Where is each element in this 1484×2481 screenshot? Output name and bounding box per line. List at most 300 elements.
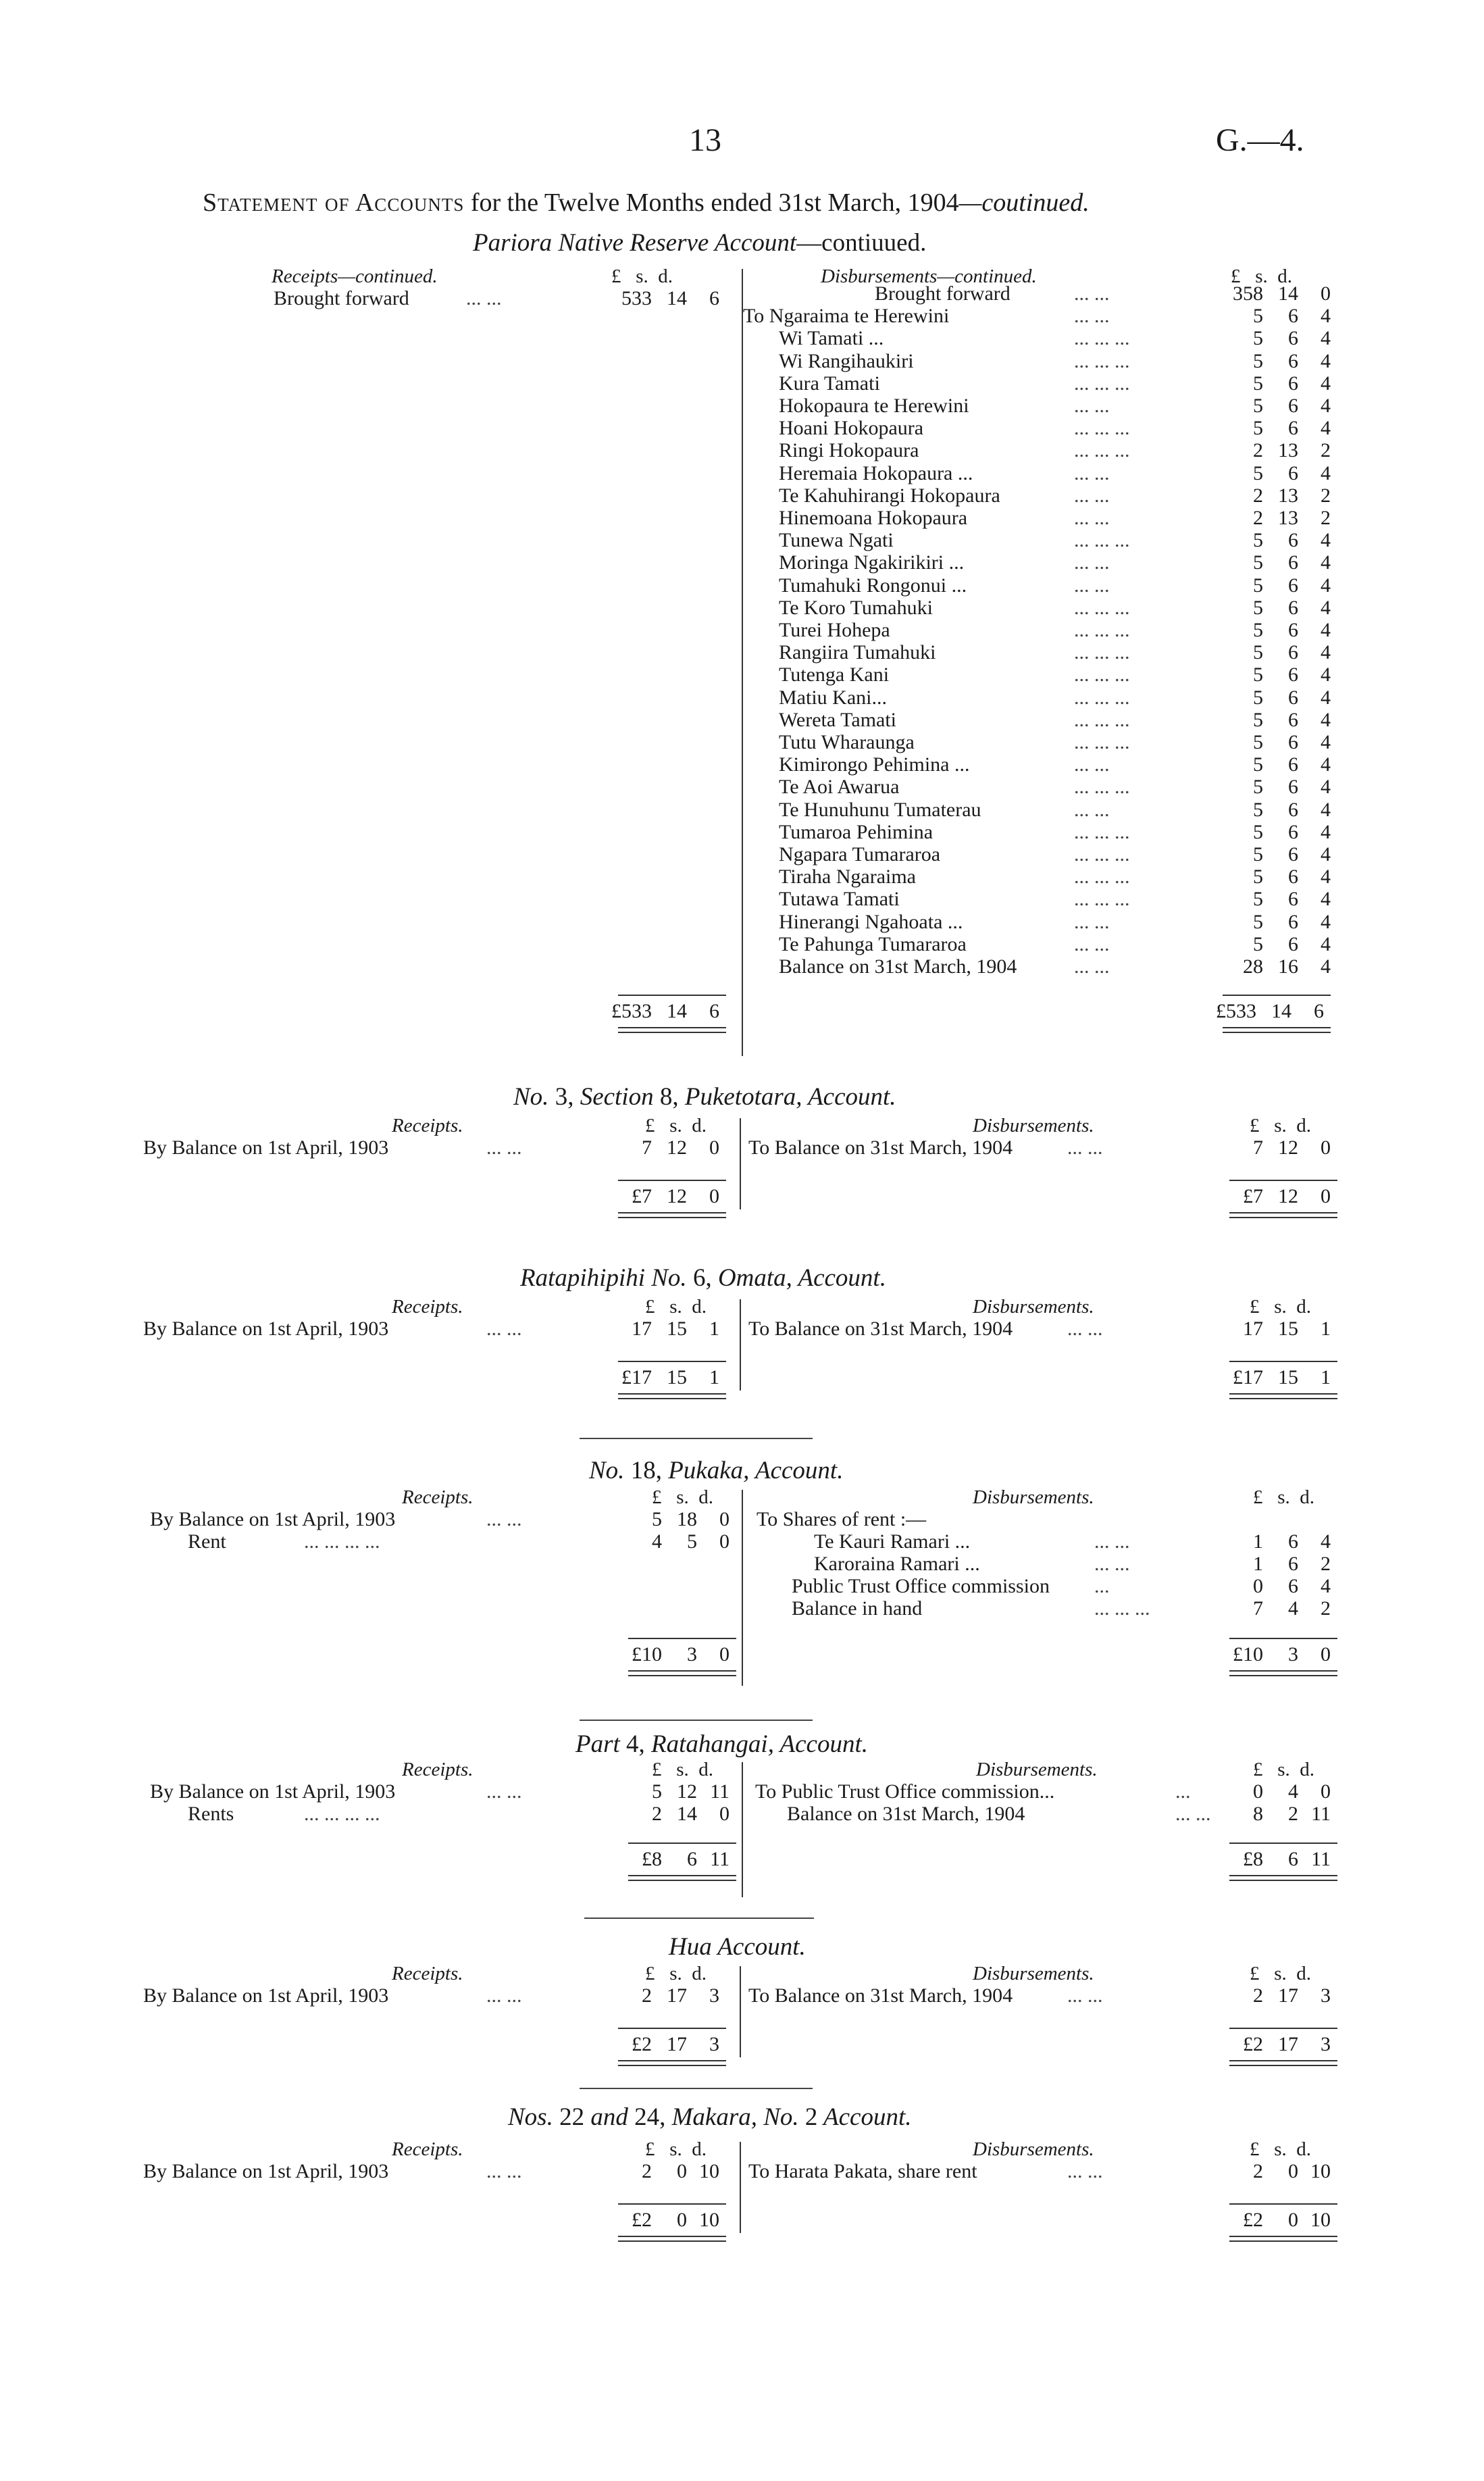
ratahangai-receipts-total-rule-top (628, 1843, 736, 1844)
pariora-disb-amount-s: 6 (1288, 888, 1298, 911)
pariora-disb-row-dots: ... ... ... (1074, 686, 1130, 709)
pariora-disb-row-dots: ... ... ... (1074, 372, 1130, 395)
pariora-receipts-total-s: 14 (667, 1000, 687, 1022)
pariora-disb-row-dots: ... ... (1074, 461, 1110, 484)
pariora-disb-amount-d: 4 (1321, 866, 1331, 888)
pukaka-receipts-total-d: 0 (719, 1643, 730, 1665)
makara-disb-total-rule-bottom (1229, 2236, 1337, 2242)
pariora-disb-amount-p: 2 (1253, 484, 1263, 507)
pariora-disb-amount (1223, 843, 1331, 866)
hua-disb-total-s: 17 (1278, 2033, 1298, 2055)
pukaka-disb-total-rule-bottom (1229, 1670, 1337, 1676)
pariora-disb-row-dots: ... ... ... (1074, 349, 1130, 372)
pariora-disb-amount (1223, 462, 1331, 485)
makara-disb-amount-p: 2 (1253, 2160, 1263, 2182)
pukaka-disb-amount (1223, 1530, 1331, 1553)
pukaka-receipt-amount-p: 4 (652, 1530, 662, 1553)
pukaka-disb-amount-s: 6 (1288, 1530, 1298, 1553)
pariora-disb-amount-s: 6 (1288, 327, 1298, 350)
ratahangai-disb-row-label: Balance on 31st March, 1904 (787, 1803, 1025, 1825)
pariora-disb-amount-p: 5 (1253, 417, 1263, 440)
pukaka-title: No. 18, Pukaka, Account. (589, 1457, 844, 1484)
pariora-disb-total-d: 6 (1314, 1000, 1324, 1022)
pariora-receipts-total-rule-top (618, 995, 726, 996)
puketotara-receipts-total-rule-top (618, 1180, 726, 1181)
ratahangai-receipts-total-d: 11 (710, 1848, 730, 1870)
pukaka-receipts-total-rule-bottom (628, 1670, 736, 1676)
pariora-disb-row-dots: ... ... ... (1074, 417, 1130, 440)
pukaka-receipt-amount-s: 5 (687, 1530, 697, 1553)
pariora-disb-amount-s: 6 (1288, 551, 1298, 574)
pariora-disb-row-dots: ... ... (1074, 574, 1110, 597)
hua-disb-label: To Balance on 31st March, 1904 (748, 1984, 1013, 2007)
puketotara-receipts-total-p: £7 (632, 1185, 652, 1207)
puketotara-receipt-amount-s: 12 (667, 1136, 687, 1159)
pukaka-receipt-amount-d: 0 (719, 1530, 730, 1553)
makara-disb-label: To Harata Pakata, share rent (748, 2160, 977, 2182)
pariora-disb-row-label: Tumaroa Pehimina (779, 820, 933, 843)
makara-receipts-total (611, 2209, 719, 2232)
ratapihipihi-disb-amount-p: 17 (1243, 1318, 1263, 1340)
pariora-title (473, 228, 926, 257)
pariora-disb-amount-p: 5 (1253, 327, 1263, 350)
pariora-disb-amount-s: 6 (1288, 596, 1298, 619)
ratahangai-disb-head: Disbursements. (976, 1759, 1098, 1780)
pariora-disb-amount (1223, 597, 1331, 620)
ratapihipihi-disb-head: Disbursements. (973, 1296, 1094, 1318)
hua-receipts-total-rule-top (618, 2028, 726, 2029)
puketotara-title: No. 3, Section 8, Puketotara, Account. (513, 1083, 896, 1111)
ratahangai-receipt-amount-s: 14 (677, 1803, 697, 1825)
ratahangai-disb-amount (1223, 1780, 1331, 1803)
puketotara-divider (740, 1118, 741, 1209)
hua-receipt-amount-s: 17 (667, 1984, 687, 2007)
pariora-disb-amount-d: 4 (1321, 395, 1331, 417)
puketotara-receipt-amount-p: 7 (642, 1136, 652, 1159)
pariora-disb-amount-d: 2 (1321, 439, 1331, 462)
pariora-disb-row-dots: ... ... (1074, 955, 1110, 978)
ratapihipihi-receipts-head: Receipts. (392, 1296, 463, 1318)
pariora-disb-amount (1223, 484, 1331, 507)
pariora-disb-row-label: Te Aoi Awarua (779, 776, 900, 799)
pariora-disb-amount (1223, 821, 1331, 844)
pukaka-disb-row-label: Te Kauri Ramari ... (814, 1530, 971, 1553)
pariora-disb-amount-p: 5 (1253, 932, 1263, 955)
pariora-disb-amount-p: 5 (1253, 753, 1263, 776)
pariora-disb-amount (1223, 888, 1331, 911)
pariora-disb-row-label: Wi Rangihaukiri (779, 349, 914, 372)
pariora-disb-amount-s: 13 (1278, 507, 1298, 529)
puketotara-receipts-head: Receipts. (392, 1115, 463, 1136)
makara-disb-dots: ... ... (1067, 2160, 1103, 2182)
ratahangai-disb-total-p: £8 (1243, 1848, 1263, 1870)
pariora-disb-amount-d: 4 (1321, 888, 1331, 911)
makara-receipt-label: By Balance on 1st April, 1903 (143, 2160, 389, 2182)
pukaka-receipts-total-p: £10 (632, 1643, 662, 1665)
pariora-disb-amount (1223, 350, 1331, 373)
pariora-receipt-dots: ... ... (466, 287, 502, 309)
hua-receipt-dots: ... ... (486, 1984, 522, 2007)
pariora-disb-row-label: Balance on 31st March, 1904 (779, 955, 1017, 978)
separator-rule (580, 2088, 813, 2089)
pukaka-disb-amount-s: 6 (1288, 1553, 1298, 1575)
pariora-disb-amount-p: 5 (1253, 574, 1263, 597)
pukaka-receipt-label: By Balance on 1st April, 1903 (150, 1508, 396, 1530)
pariora-receipts-total-rule-bottom (618, 1027, 726, 1033)
hua-disb-amount-p: 2 (1253, 1984, 1263, 2007)
ratahangai-disb-amount-s: 4 (1288, 1780, 1298, 1803)
pariora-disb-row-dots: ... ... (1074, 282, 1110, 305)
pariora-disb-amount-s: 6 (1288, 776, 1298, 799)
pariora-disb-amount-d: 4 (1321, 663, 1331, 686)
pukaka-disb-row-dots: ... ... ... (1094, 1597, 1150, 1620)
hua-title: Hua Account. (669, 1933, 806, 1961)
ratapihipihi-receipt-amount-p: 17 (632, 1318, 652, 1340)
pariora-disb-amount-d: 4 (1321, 932, 1331, 955)
pariora-disb-amount (1223, 641, 1331, 664)
ratahangai-receipt-amount (621, 1803, 730, 1826)
pariora-disb-amount-p: 5 (1253, 641, 1263, 664)
pariora-disb-row-label: Wi Tamati ... (779, 327, 884, 350)
pariora-disb-amount (1223, 911, 1331, 934)
pukaka-disb-amount-p: 0 (1253, 1575, 1263, 1597)
puketotara-receipt-amount (611, 1136, 719, 1159)
makara-disb-head: Disbursements. (973, 2138, 1094, 2160)
pukaka-disb-amount-s: 4 (1288, 1597, 1298, 1620)
pukaka-lsd-left: £ s. d. (652, 1486, 714, 1508)
pariora-disb-amount-d: 4 (1321, 417, 1331, 440)
hua-disb-head: Disbursements. (973, 1963, 1094, 1984)
pariora-disb-row-dots: ... ... (1074, 507, 1110, 529)
pukaka-disb-amount (1223, 1575, 1331, 1598)
pukaka-disb-head: Disbursements. (973, 1486, 1094, 1508)
pariora-disb-row-label: Ringi Hokopaura (779, 439, 919, 462)
ratahangai-receipt-amount-p: 2 (652, 1803, 662, 1825)
puketotara-receipts-total (611, 1185, 719, 1208)
puketotara-disb-total-p: £7 (1243, 1185, 1263, 1207)
ratahangai-disb-total-rule-bottom (1229, 1875, 1337, 1881)
statement-title (203, 188, 1283, 218)
pariora-divider (742, 269, 743, 1056)
pariora-disb-row-label: Te Koro Tumahuki (779, 596, 933, 619)
pariora-disb-row-label: Rangiira Tumahuki (779, 641, 936, 664)
makara-disb-total (1223, 2209, 1331, 2232)
pariora-disb-amount (1223, 663, 1331, 686)
pukaka-disb-amount-s: 6 (1288, 1575, 1298, 1597)
puketotara-receipts-total-rule-bottom (618, 1212, 726, 1218)
ratapihipihi-receipts-total-d: 1 (709, 1366, 719, 1388)
pukaka-disb-row-label: Balance in hand (792, 1597, 923, 1620)
pariora-disb-amount (1223, 395, 1331, 418)
pukaka-disb-amount-d: 2 (1321, 1553, 1331, 1575)
makara-receipts-head: Receipts. (392, 2138, 463, 2160)
puketotara-receipt-amount-d: 0 (709, 1136, 719, 1159)
pariora-disb-amount (1223, 866, 1331, 888)
hua-disb-total-rule-top (1229, 2028, 1337, 2029)
makara-receipt-amount-d: 10 (699, 2160, 719, 2182)
puketotara-disb-total-rule-bottom (1229, 1212, 1337, 1218)
pariora-disb-amount-d: 2 (1321, 484, 1331, 507)
pariora-disb-row-label: Tiraha Ngaraima (779, 866, 916, 888)
pariora-disb-amount-s: 6 (1288, 663, 1298, 686)
pariora-receipts-total-d: 6 (709, 1000, 719, 1022)
pariora-receipt-label: Brought forward (274, 287, 409, 309)
puketotara-disb-total-s: 12 (1278, 1185, 1298, 1207)
makara-receipts-total-d: 10 (699, 2209, 719, 2231)
hua-disb-amount (1223, 1984, 1331, 2007)
pariora-disb-row-dots: ... ... ... (1074, 641, 1130, 664)
pariora-disb-row-dots: ... ... ... (1074, 843, 1130, 866)
pariora-disb-row-dots: ... ... ... (1074, 776, 1130, 799)
pukaka-disb-amount (1223, 1553, 1331, 1576)
pariora-disb-amount-d: 4 (1321, 574, 1331, 597)
pariora-disb-row-dots: ... ... (1074, 910, 1110, 933)
pariora-disb-row-label: Hokopaura te Herewini (779, 395, 969, 417)
pariora-disb-amount-d: 4 (1321, 955, 1331, 978)
pariora-disb-total-rule-bottom (1223, 1027, 1331, 1033)
ratahangai-disb-amount-s: 2 (1288, 1803, 1298, 1825)
ratapihipihi-disb-dots: ... ... (1067, 1318, 1103, 1340)
puketotara-disb-total-rule-top (1229, 1180, 1337, 1181)
ratapihipihi-disb-amount-s: 15 (1278, 1318, 1298, 1340)
pukaka-disb-amount-d: 2 (1321, 1597, 1331, 1620)
pukaka-disb-amount-d: 4 (1321, 1575, 1331, 1597)
pariora-disb-amount-p: 5 (1253, 551, 1263, 574)
pariora-disb-amount (1223, 955, 1331, 978)
pariora-disb-amount-d: 4 (1321, 686, 1331, 709)
makara-receipts-total-rule-bottom (618, 2236, 726, 2242)
pariora-receipts-head: Receipts—continued. (272, 266, 438, 287)
pariora-disb-total-s: 14 (1271, 1000, 1291, 1022)
pariora-disb-row-dots: ... ... ... (1074, 888, 1130, 911)
ratapihipihi-receipt-label: By Balance on 1st April, 1903 (143, 1318, 389, 1340)
hua-disb-total-d: 3 (1321, 2033, 1331, 2055)
ratapihipihi-receipts-total-rule-top (618, 1361, 726, 1362)
pariora-disb-row-label: Hinerangi Ngahoata ... (779, 910, 963, 933)
pariora-disb-amount-d: 4 (1321, 843, 1331, 866)
pariora-disb-amount-s: 6 (1288, 417, 1298, 440)
ratapihipihi-title: Ratapihipihi No. 6, Omata, Account. (520, 1264, 886, 1292)
pariora-disb-amount (1223, 551, 1331, 574)
ratahangai-receipt-amount-s: 12 (677, 1780, 697, 1803)
pariora-disb-amount-d: 4 (1321, 596, 1331, 619)
pariora-disb-row-label: Wereta Tamati (779, 708, 897, 731)
pariora-disb-row-label: Kimirongo Pehimina ... (779, 753, 970, 776)
pariora-disb-amount-p: 5 (1253, 686, 1263, 709)
pariora-disb-amount-d: 4 (1321, 708, 1331, 731)
pariora-disb-amount-p: 5 (1253, 596, 1263, 619)
makara-receipts-total-p: £2 (632, 2209, 652, 2231)
pariora-disb-amount-s: 6 (1288, 641, 1298, 664)
makara-disb-amount-d: 10 (1310, 2160, 1331, 2182)
pariora-disb-row-label: Te Kahuhirangi Hokopaura (779, 484, 1000, 507)
pariora-receipts-total-p: £533 (611, 1000, 652, 1022)
pariora-disb-amount (1223, 709, 1331, 732)
ratahangai-receipt-amount (621, 1780, 730, 1803)
title-middle: for the Twelve Months ended 31st March, 1904 (470, 189, 959, 217)
pariora-disb-row-label: Te Pahunga Tumararoa (779, 932, 967, 955)
ratapihipihi-disb-total-d: 1 (1321, 1366, 1331, 1388)
pariora-disb-amount-d: 4 (1321, 798, 1331, 821)
pariora-title-suffix: —contiuued. (796, 229, 927, 257)
pukaka-divider (742, 1490, 743, 1686)
pukaka-receipts-total-s: 3 (687, 1643, 697, 1665)
pariora-disb-amount (1223, 799, 1331, 822)
pariora-disb-amount-s: 14 (1278, 282, 1298, 305)
pariora-disb-amount (1223, 372, 1331, 395)
pariora-disb-row-label: Hinemoana Hokopaura (779, 507, 968, 529)
pariora-disb-amount-s: 16 (1278, 955, 1298, 978)
pariora-disb-amount-d: 4 (1321, 910, 1331, 933)
pukaka-receipts-total (621, 1643, 730, 1666)
pukaka-receipt-dots: ... ... (486, 1508, 522, 1530)
pariora-disb-amount-s: 6 (1288, 461, 1298, 484)
pukaka-disb-amount-p: 1 (1253, 1530, 1263, 1553)
puketotara-receipt-dots: ... ... (486, 1136, 522, 1159)
puketotara-disb-label: To Balance on 31st March, 1904 (748, 1136, 1013, 1159)
pukaka-disb-amount-p: 7 (1253, 1597, 1263, 1620)
makara-receipt-amount-s: 0 (677, 2160, 687, 2182)
pariora-disb-row-label: Moringa Ngakirikiri ... (779, 551, 965, 574)
ratapihipihi-disb-total-p: £17 (1233, 1366, 1263, 1388)
ratahangai-receipts-head: Receipts. (402, 1759, 474, 1780)
hua-receipts-total-rule-bottom (618, 2060, 726, 2066)
ratahangai-disb-row-label: To Public Trust Office commission... (755, 1780, 1055, 1803)
pariora-title-name: Pariora Native Reserve Account (473, 229, 797, 257)
ratapihipihi-receipt-dots: ... ... (486, 1318, 522, 1340)
makara-disb-total-s: 0 (1288, 2209, 1298, 2231)
pariora-disb-amount (1223, 282, 1331, 305)
pukaka-receipt-dots: ... ... ... ... (304, 1530, 380, 1553)
pariora-disb-amount-d: 4 (1321, 820, 1331, 843)
ratapihipihi-lsd-left: £ s. d. (645, 1296, 707, 1318)
ratapihipihi-disb-total (1223, 1366, 1331, 1389)
ratapihipihi-lsd-right: £ s. d. (1250, 1296, 1312, 1318)
pariora-disb-amount-d: 4 (1321, 305, 1331, 328)
pariora-disb-row-label: Hoani Hokopaura (779, 417, 924, 440)
pukaka-receipts-head: Receipts. (402, 1486, 474, 1508)
pariora-disb-amount-p: 5 (1253, 619, 1263, 641)
ratapihipihi-disb-total-rule-top (1229, 1361, 1337, 1362)
hua-disb-dots: ... ... (1067, 1984, 1103, 2007)
pariora-disb-row-dots: ... ... (1074, 551, 1110, 574)
ratapihipihi-disb-label: To Balance on 31st March, 1904 (748, 1318, 1013, 1340)
title-suffix: —coutinued. (958, 189, 1090, 217)
pariora-receipt-amount-s: 14 (667, 287, 687, 309)
pariora-receipts-total (611, 1000, 719, 1023)
pukaka-disb-total-s: 3 (1288, 1643, 1298, 1665)
pariora-disb-amount-p: 5 (1253, 776, 1263, 799)
pukaka-receipt-amount-s: 18 (677, 1508, 697, 1530)
pariora-disb-row-label: Tumahuki Rongonui ... (779, 574, 967, 597)
pariora-disb-row-dots: ... ... ... (1074, 820, 1130, 843)
pariora-disb-amount-s: 6 (1288, 529, 1298, 552)
pariora-disb-amount-d: 4 (1321, 372, 1331, 395)
pariora-disb-amount (1223, 619, 1331, 642)
hua-receipts-total-d: 3 (709, 2033, 719, 2055)
puketotara-receipts-total-d: 0 (709, 1185, 719, 1207)
pukaka-receipts-total-rule-top (628, 1638, 736, 1639)
makara-disb-amount (1223, 2160, 1331, 2183)
pariora-disb-amount-p: 5 (1253, 888, 1263, 911)
ratapihipihi-receipt-amount (611, 1318, 719, 1340)
pukaka-disb-intro: To Shares of rent :— (757, 1508, 927, 1530)
pariora-disb-amount (1223, 776, 1331, 799)
pariora-disb-amount (1223, 731, 1331, 754)
ratahangai-disb-total-s: 6 (1288, 1848, 1298, 1870)
pariora-disb-amount-p: 5 (1253, 529, 1263, 552)
pariora-disb-amount-s: 6 (1288, 910, 1298, 933)
ratahangai-disb-amount-d: 11 (1311, 1803, 1331, 1825)
pariora-disb-row-label: Ngapara Tumararoa (779, 843, 941, 866)
pariora-disb-row-label: Brought forward (875, 282, 1010, 305)
makara-disb-amount-s: 0 (1288, 2160, 1298, 2182)
pariora-disb-row-dots: ... ... (1074, 305, 1110, 328)
ratahangai-lsd-right: £ s. d. (1253, 1759, 1315, 1780)
pariora-disb-row-dots: ... ... (1074, 932, 1110, 955)
pariora-disb-amount-d: 4 (1321, 731, 1331, 753)
puketotara-disb-total-d: 0 (1321, 1185, 1331, 1207)
title-prefix: Statement of Accounts (203, 189, 465, 217)
ratapihipihi-receipts-total-s: 15 (667, 1366, 687, 1388)
pariora-disb-amount-p: 358 (1233, 282, 1263, 305)
ratahangai-receipts-total (621, 1848, 730, 1871)
ratahangai-disb-amount-p: 0 (1253, 1780, 1263, 1803)
ratapihipihi-receipt-amount-d: 1 (709, 1318, 719, 1340)
page-number: 13 (689, 122, 721, 158)
ratahangai-disb-amount (1223, 1803, 1331, 1826)
ratahangai-disb-total (1223, 1848, 1331, 1871)
ratahangai-disb-amount-d: 0 (1321, 1780, 1331, 1803)
hua-receipt-amount (611, 1984, 719, 2007)
pariora-disb-total (1216, 1000, 1324, 1023)
ratahangai-disb-total-rule-top (1229, 1843, 1337, 1844)
pukaka-receipt-amount (621, 1508, 730, 1531)
pukaka-disb-amount-d: 4 (1321, 1530, 1331, 1553)
pariora-disb-amount-p: 5 (1253, 663, 1263, 686)
makara-receipt-amount (611, 2160, 719, 2183)
pariora-disb-amount-s: 6 (1288, 843, 1298, 866)
ratapihipihi-disb-amount-d: 1 (1321, 1318, 1331, 1340)
pariora-disb-amount-d: 0 (1321, 282, 1331, 305)
puketotara-receipt-label: By Balance on 1st April, 1903 (143, 1136, 389, 1159)
ratahangai-receipt-amount-d: 11 (710, 1780, 730, 1803)
pariora-disb-amount-s: 13 (1278, 484, 1298, 507)
pariora-disb-amount-s: 6 (1288, 372, 1298, 395)
ratahangai-disb-row-dots: ... ... (1175, 1803, 1211, 1825)
pukaka-receipt-amount (621, 1530, 730, 1553)
pariora-disb-amount-s: 6 (1288, 619, 1298, 641)
ratapihipihi-receipts-total-p: £17 (621, 1366, 652, 1388)
pukaka-lsd-right: £ s. d. (1253, 1486, 1315, 1508)
pariora-disb-amount-s: 13 (1278, 439, 1298, 462)
hua-receipt-label: By Balance on 1st April, 1903 (143, 1984, 389, 2007)
pariora-disb-amount-p: 5 (1253, 910, 1263, 933)
pariora-disb-amount-d: 4 (1321, 641, 1331, 664)
pariora-disb-row-label: Te Hunuhunu Tumaterau (779, 798, 981, 821)
pariora-disb-row-label: Tunewa Ngati (779, 529, 894, 552)
makara-disb-total-p: £2 (1243, 2209, 1263, 2231)
ratapihipihi-divider (740, 1299, 741, 1390)
ratahangai-divider (742, 1762, 743, 1897)
pariora-disb-amount-p: 5 (1253, 395, 1263, 417)
pariora-disb-amount (1223, 753, 1331, 776)
ratapihipihi-receipts-total-rule-bottom (618, 1393, 726, 1399)
pariora-disb-row-label: Matiu Kani... (779, 686, 887, 709)
hua-disb-total (1223, 2033, 1331, 2056)
pukaka-disb-row-dots: ... (1094, 1575, 1110, 1597)
pariora-disb-amount-s: 6 (1288, 820, 1298, 843)
